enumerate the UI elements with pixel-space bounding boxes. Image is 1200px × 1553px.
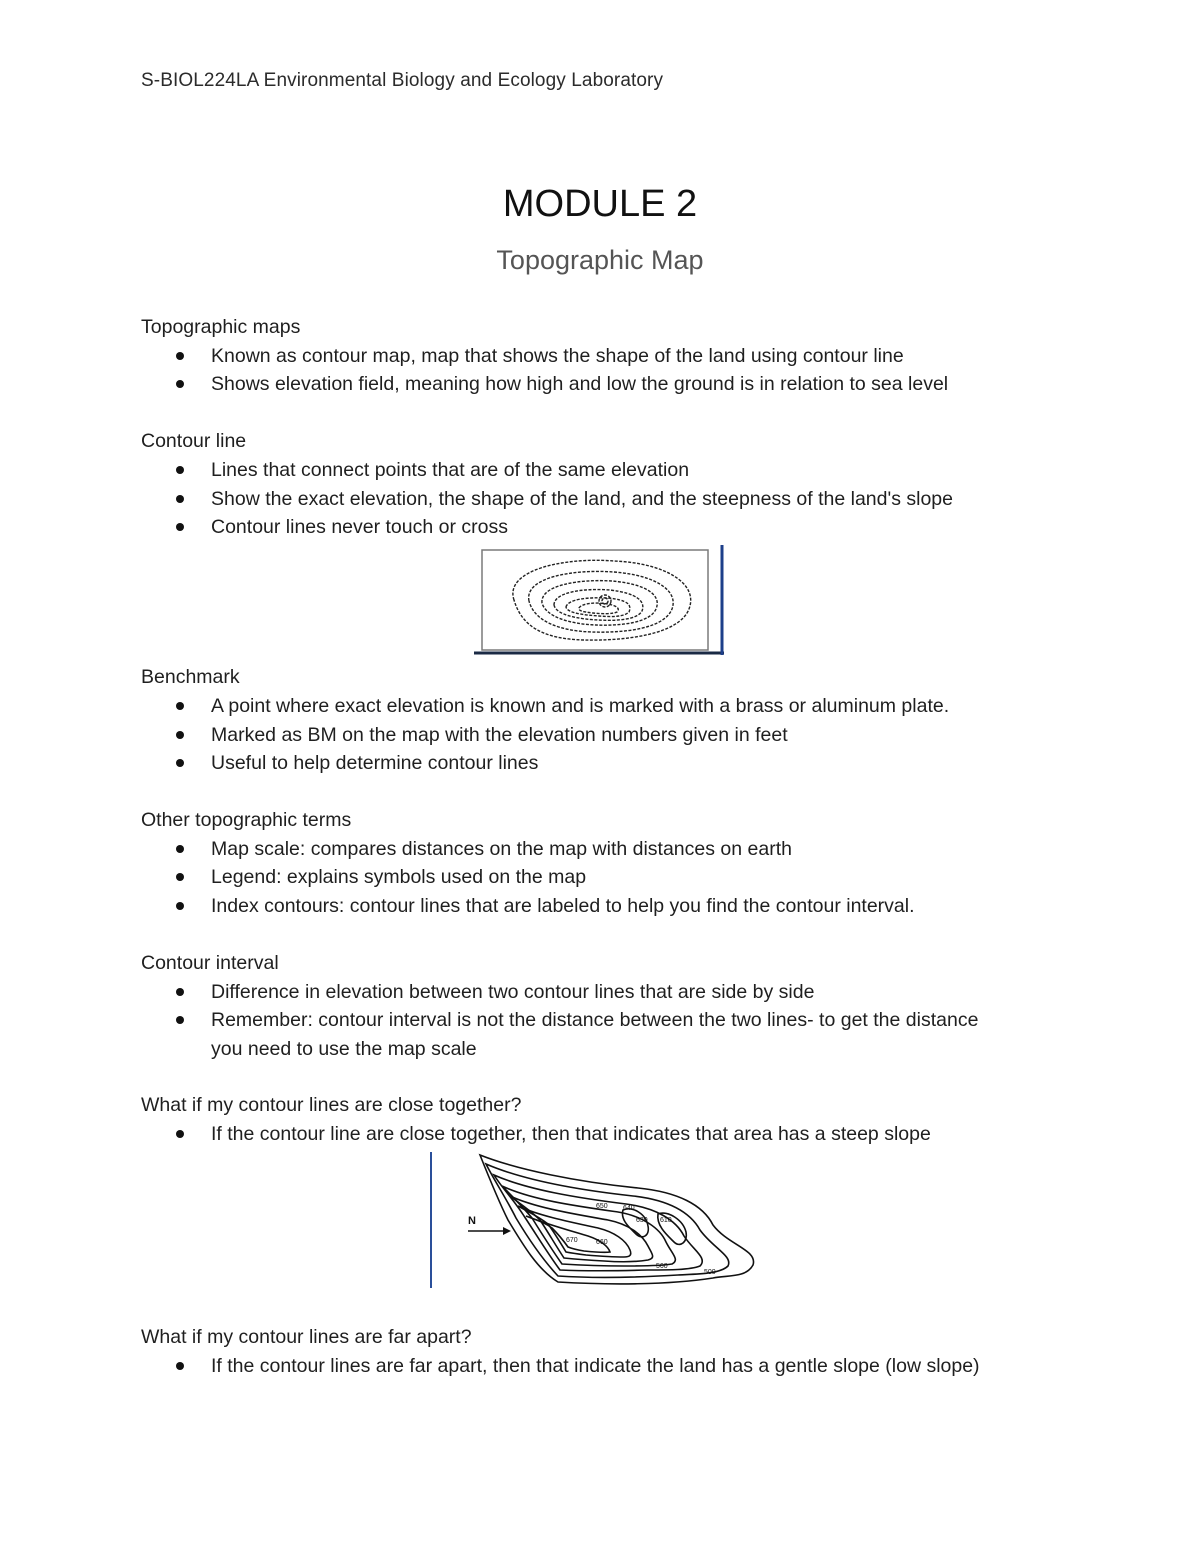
bullet-item: Legend: explains symbols used on the map [211, 866, 587, 888]
steep-slope-map-figure [428, 1150, 768, 1290]
bullet-dot [176, 873, 184, 881]
bullet-item: Known as contour map, map that shows the shape of the land using contour line [211, 345, 904, 367]
bullet-item: Lines that connect points that are of the same elevation [211, 459, 690, 481]
bullet-dot [176, 988, 184, 996]
contour-label: 670 [566, 1237, 578, 1244]
contour-map-figure [474, 545, 725, 657]
steep-slope-map-drawing [428, 1150, 768, 1290]
contour-label: 640 [623, 1205, 635, 1212]
bullet-item: Contour lines never touch or cross [211, 516, 508, 538]
bullet-dot [176, 1130, 184, 1138]
bullet-dot [176, 731, 184, 739]
contour-label: 630 [636, 1217, 648, 1224]
module-subtitle: Topographic Map [496, 245, 704, 275]
bullet-dot [176, 352, 184, 360]
contour-label: 610 [660, 1217, 672, 1224]
contour-label: 560 [656, 1263, 668, 1270]
module-title: MODULE 2 [502, 183, 698, 225]
course-header: S-BIOL224LA Environmental Biology and Ecology Laboratory [141, 70, 664, 91]
section-heading-contour-line: Contour line [141, 430, 247, 452]
bullet-dot [176, 466, 184, 474]
section-heading-close-together: What if my contour lines are close together? [141, 1094, 522, 1116]
bullet-dot [176, 759, 184, 767]
bullet-dot [176, 1016, 184, 1024]
bullet-item: If the contour lines are far apart, then that indicate the land has a gentle slope (low slope) [211, 1355, 980, 1377]
bullet-dot [176, 380, 184, 388]
bullet-item: Map scale: compares distances on the map with distances on earth [211, 838, 792, 860]
bullet-dot [176, 495, 184, 503]
section-heading-topographic-maps: Topographic maps [141, 316, 301, 338]
bullet-item: A point where exact elevation is known and is marked with a brass or aluminum plate. [211, 695, 950, 717]
contour-map-drawing [474, 545, 725, 657]
bullet-dot [176, 845, 184, 853]
bullet-item: Useful to help determine contour lines [211, 752, 539, 774]
bullet-item: Marked as BM on the map with the elevation numbers given in feet [211, 724, 788, 746]
contour-label: 500 [704, 1269, 716, 1276]
contour-label: 660 [596, 1239, 608, 1246]
bullet-item: Show the exact elevation, the shape of the land, and the steepness of the land's slope [211, 488, 953, 510]
contour-label: 650 [596, 1203, 608, 1210]
section-heading-far-apart: What if my contour lines are far apart? [141, 1326, 472, 1348]
bullet-dot [176, 702, 184, 710]
bullet-item: Difference in elevation between two contour lines that are side by side [211, 981, 815, 1003]
bullet-dot [176, 1362, 184, 1370]
bullet-item: Index contours: contour lines that are labeled to help you find the contour interval. [211, 895, 915, 917]
bullet-item: Remember: contour interval is not the distance between the two lines- to get the distance you need to use the map scale [211, 1009, 979, 1060]
section-heading-benchmark: Benchmark [141, 666, 240, 688]
north-label: N [468, 1215, 476, 1227]
section-heading-contour-interval: Contour interval [141, 952, 279, 974]
section-heading-other-terms: Other topographic terms [141, 809, 352, 831]
bullet-dot [176, 902, 184, 910]
bullet-item: Shows elevation field, meaning how high and low the ground is in relation to sea level [211, 373, 949, 395]
bullet-item: If the contour line are close together, then that indicates that area has a steep slope [211, 1123, 931, 1145]
bullet-dot [176, 523, 184, 531]
